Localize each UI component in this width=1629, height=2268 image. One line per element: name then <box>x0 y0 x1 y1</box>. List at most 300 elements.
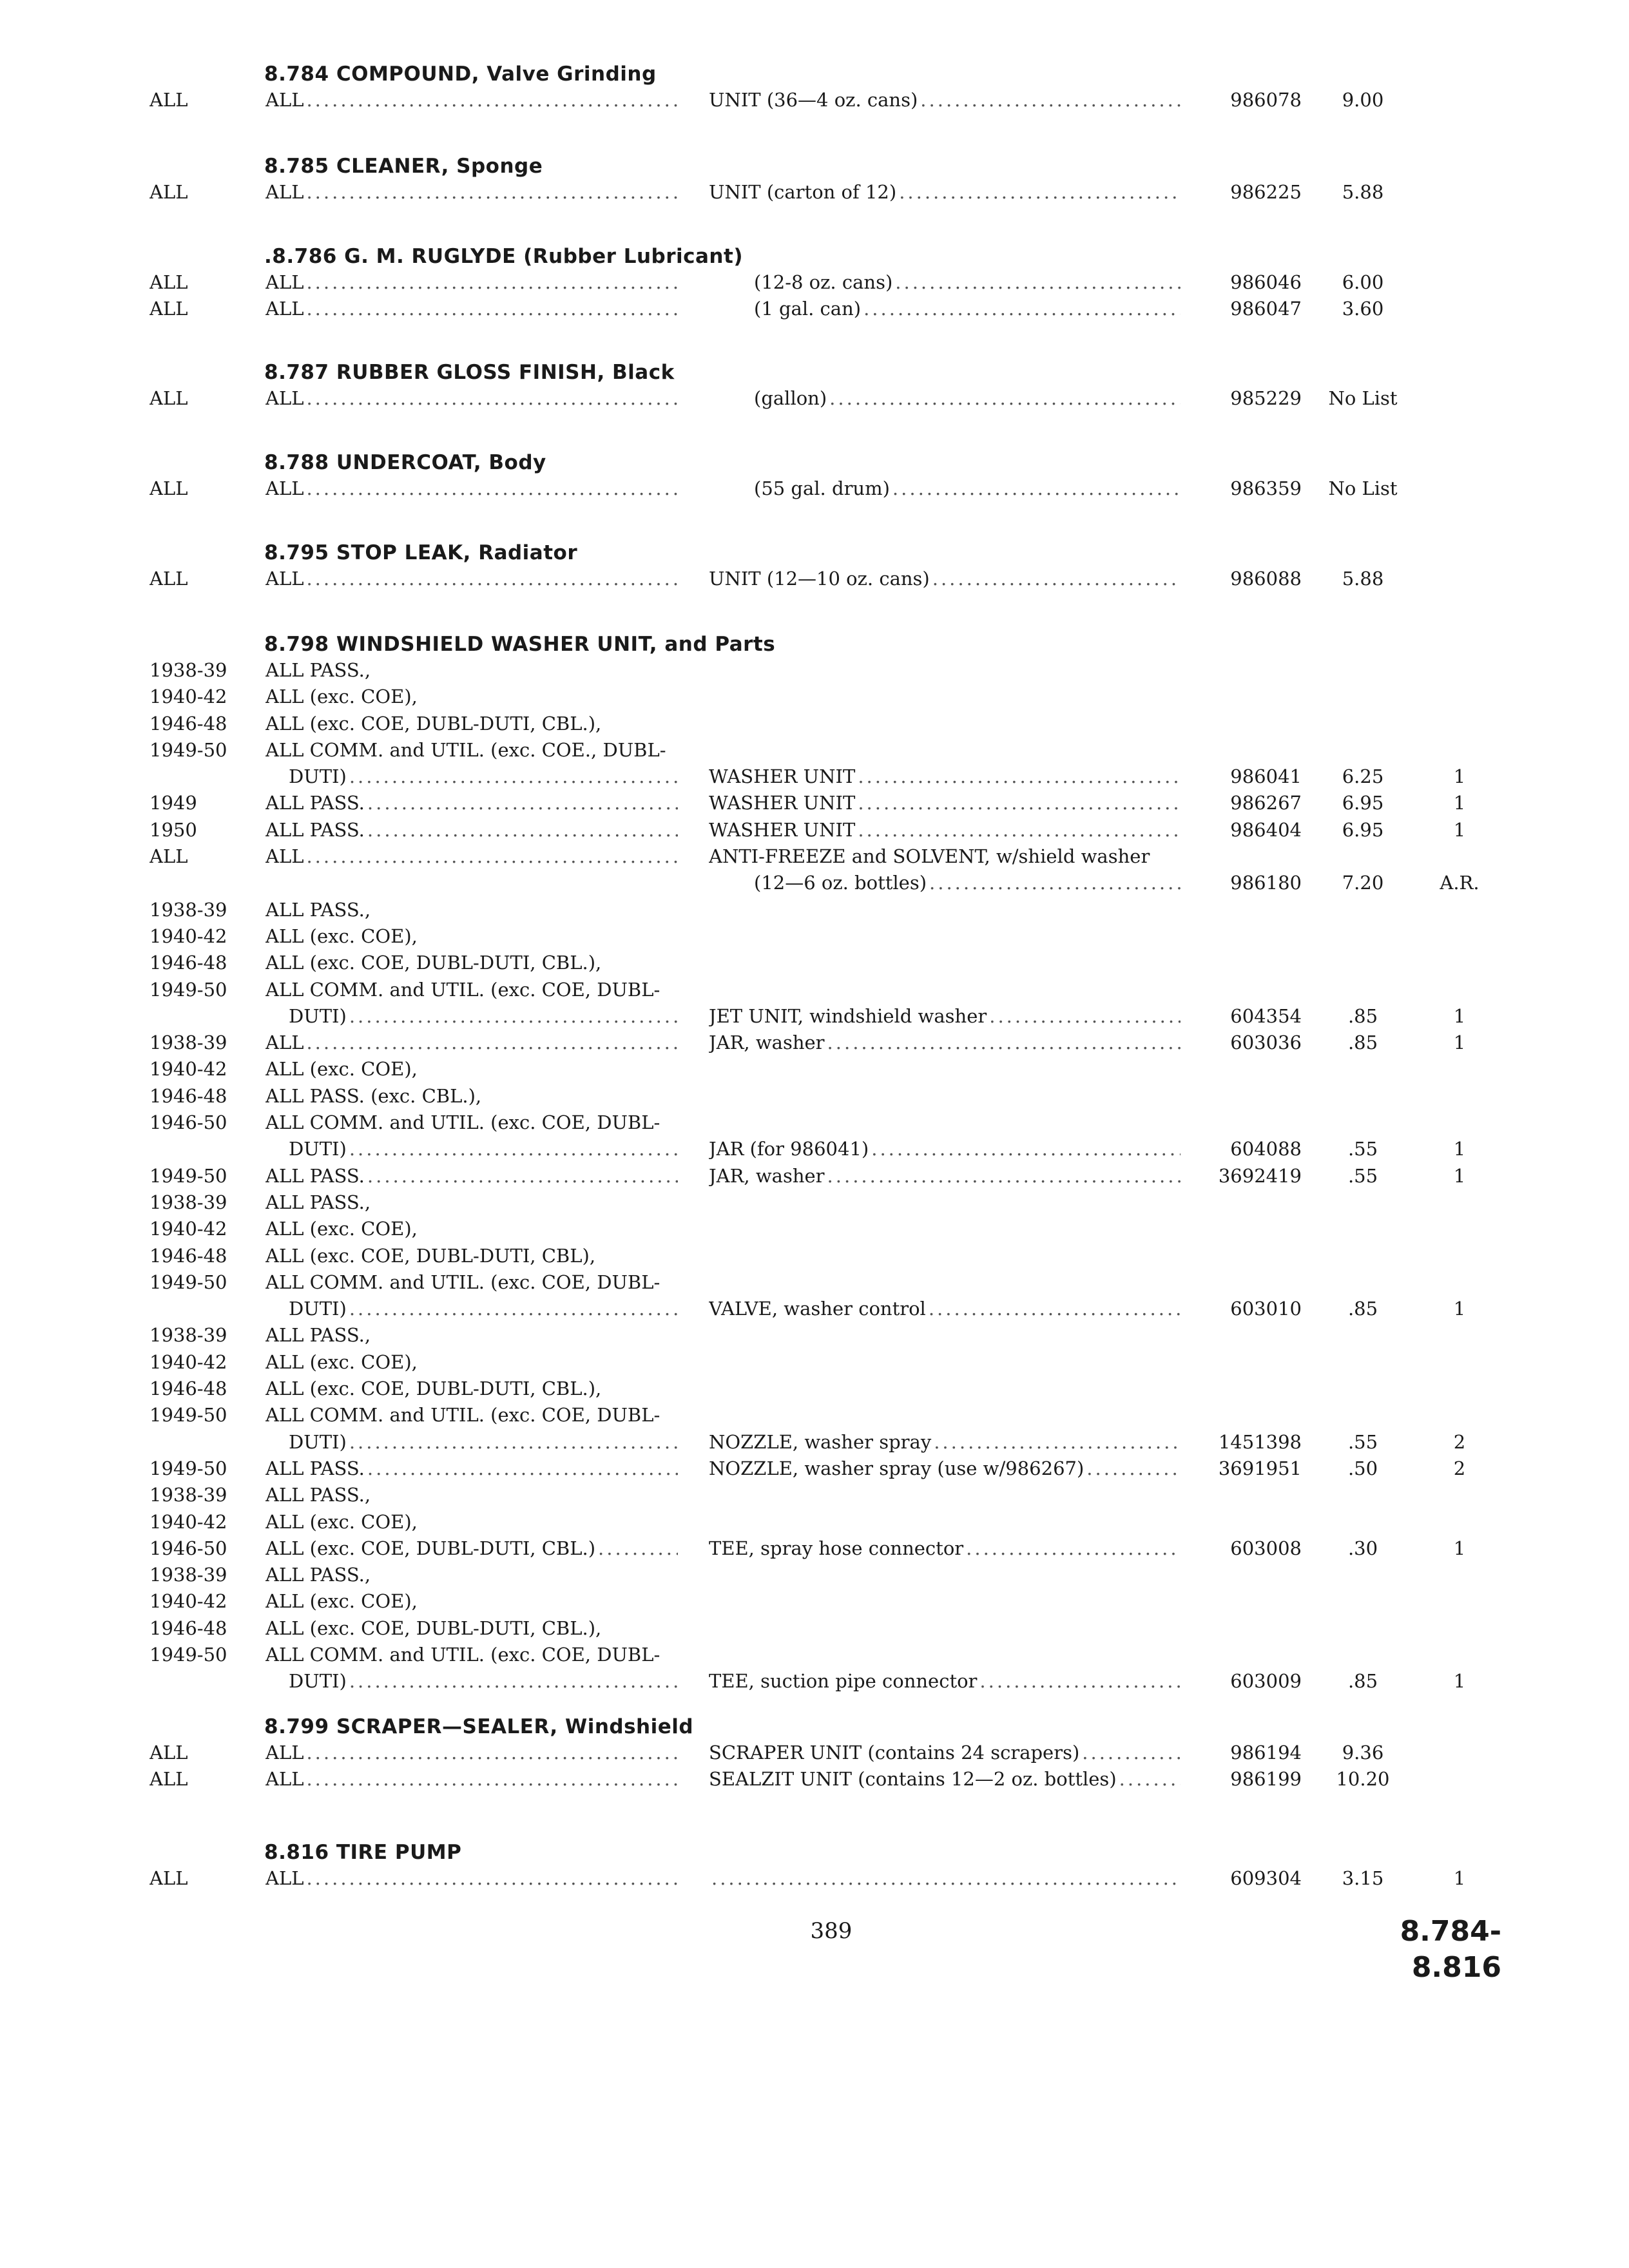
quantity-cell <box>1424 1642 1495 1668</box>
table-row <box>0 1615 1629 1642</box>
price-cell: No List <box>1328 387 1398 409</box>
price-cell <box>1315 1562 1411 1588</box>
part-number-cell: 603036 <box>1230 1032 1302 1054</box>
quantity-cell <box>1424 1110 1495 1136</box>
models-cell <box>265 843 678 870</box>
price-cell: .85 <box>1347 1004 1378 1027</box>
description-cell <box>709 87 1181 113</box>
price-cell <box>1315 950 1411 976</box>
price-cell <box>1315 1056 1411 1082</box>
table-row <box>0 1562 1629 1588</box>
dot-leader <box>306 87 678 113</box>
description-cell <box>709 684 1181 710</box>
year-cell: 1949-50 <box>149 1457 227 1479</box>
part-number-cell <box>1199 1056 1302 1082</box>
table-row <box>0 1269 1629 1296</box>
description-cell-text: (12-8 oz. cans) <box>754 271 893 293</box>
description-cell <box>709 1509 1181 1535</box>
year-cell: ALL <box>149 271 188 293</box>
description-cell-text: (1 gal. can) <box>754 298 862 320</box>
table-row <box>0 1456 1629 1482</box>
models-cell-text: ALL PASS. <box>265 792 365 814</box>
models-cell <box>265 790 678 816</box>
models-cell: ALL PASS., <box>265 1484 371 1506</box>
description-cell <box>754 476 1181 502</box>
dot-leader <box>1086 1456 1181 1482</box>
description-cell <box>709 950 1181 976</box>
models-cell: ALL PASS. (exc. CBL.), <box>265 1084 482 1107</box>
description-cell-text: UNIT (carton of 12) <box>709 181 897 203</box>
dot-leader <box>349 1003 678 1030</box>
dot-leader <box>306 1865 678 1892</box>
models-cell <box>265 385 678 412</box>
description-cell <box>709 1322 1181 1349</box>
section-rows <box>0 476 1629 502</box>
description-cell <box>709 1535 1181 1562</box>
description-cell-text: NOZZLE, washer spray <box>709 1430 932 1453</box>
price-cell <box>1315 737 1411 764</box>
price-cell: .85 <box>1347 1670 1378 1693</box>
price-cell: 9.00 <box>1342 89 1384 111</box>
year-cell: ALL <box>149 568 188 590</box>
part-number-cell <box>1199 1588 1302 1615</box>
year-cell: 1946-48 <box>149 952 227 974</box>
dot-leader <box>929 1296 1181 1322</box>
quantity-cell <box>1424 566 1495 592</box>
models-cell: ALL PASS., <box>265 898 371 921</box>
quantity-cell <box>1424 269 1495 296</box>
description-cell <box>709 1216 1181 1242</box>
quantity-cell: 2 <box>1453 1430 1466 1453</box>
description-cell <box>709 1865 1181 1892</box>
price-cell: .85 <box>1347 1298 1378 1320</box>
quantity-cell <box>1424 1376 1495 1402</box>
part-number-cell <box>1199 843 1302 870</box>
price-cell <box>1315 1269 1411 1296</box>
quantity-cell <box>1424 843 1495 870</box>
models-cell: ALL COMM. and UTIL. (exc. COE, DUBL- <box>265 1111 660 1134</box>
models-cell <box>289 1003 678 1030</box>
section-rows <box>0 269 1629 323</box>
quantity-cell: 1 <box>1453 1032 1466 1054</box>
part-number-cell <box>1199 684 1302 710</box>
models-cell <box>265 1535 678 1562</box>
table-row <box>0 476 1629 502</box>
price-cell: 6.25 <box>1342 765 1384 788</box>
year-cell <box>149 1296 246 1322</box>
description-cell-text: JAR (for 986041) <box>709 1138 869 1160</box>
year-cell: ALL <box>149 1742 188 1763</box>
part-number-cell <box>1199 1509 1302 1535</box>
dot-leader <box>858 764 1181 790</box>
year-cell: ALL <box>149 1867 188 1889</box>
quantity-cell: 1 <box>1453 1004 1466 1027</box>
description-cell <box>709 1136 1181 1162</box>
models-cell-text: DUTI) <box>289 1670 347 1693</box>
quantity-cell <box>1424 977 1495 1003</box>
part-number-cell <box>1199 950 1302 976</box>
part-number-cell <box>1199 1322 1302 1349</box>
part-number-cell: 986047 <box>1230 298 1302 320</box>
price-cell: 5.88 <box>1342 181 1384 203</box>
year-cell: ALL <box>149 845 188 868</box>
models-cell: ALL (exc. COE, DUBL-DUTI, CBL.), <box>265 1617 602 1639</box>
description-cell <box>709 1030 1181 1056</box>
quantity-cell: 1 <box>1453 818 1466 841</box>
section-rows <box>0 179 1629 206</box>
models-cell-text: ALL <box>265 298 304 320</box>
table-row <box>0 950 1629 976</box>
part-number-cell <box>1199 1269 1302 1296</box>
description-cell-text: (12—6 oz. bottles) <box>754 872 927 894</box>
dot-leader <box>306 1766 678 1792</box>
description-cell-text: (gallon) <box>754 387 827 409</box>
table-row <box>0 1535 1629 1562</box>
dot-leader <box>932 566 1181 592</box>
description-cell-text: JET UNIT, windshield washer <box>709 1004 987 1027</box>
price-cell <box>1315 897 1411 923</box>
part-number-cell <box>1199 1189 1302 1216</box>
price-cell <box>1315 1642 1411 1668</box>
quantity-cell <box>1424 657 1495 684</box>
price-cell <box>1315 657 1411 684</box>
table-row <box>0 179 1629 206</box>
price-cell: 6.95 <box>1342 818 1384 841</box>
year-cell: 1938-39 <box>149 1564 227 1586</box>
price-cell <box>1315 1376 1411 1402</box>
table-row <box>0 1243 1629 1269</box>
year-cell: 1949-50 <box>149 1404 227 1427</box>
price-cell: 6.00 <box>1342 271 1384 293</box>
part-number-cell <box>1199 711 1302 737</box>
year-cell: 1938-39 <box>149 1324 227 1347</box>
part-number-cell: 986041 <box>1230 765 1302 788</box>
description-cell <box>709 711 1181 737</box>
section-heading: 8.816 TIRE PUMP <box>264 1841 462 1864</box>
dot-leader <box>306 296 678 322</box>
table-row <box>0 1429 1629 1456</box>
section-rows <box>0 87 1629 113</box>
table-row <box>0 1482 1629 1508</box>
year-cell <box>149 1668 246 1695</box>
table-row <box>0 1163 1629 1189</box>
part-number-cell: 986180 <box>1230 872 1302 894</box>
part-number-cell <box>1199 1402 1302 1428</box>
quantity-cell <box>1424 1562 1495 1588</box>
models-cell <box>289 764 678 790</box>
table-row <box>0 1216 1629 1242</box>
price-cell: .55 <box>1347 1430 1378 1453</box>
year-cell: 1940-42 <box>149 1510 227 1533</box>
description-cell <box>709 1740 1181 1766</box>
part-number-cell: 986267 <box>1230 792 1302 814</box>
description-cell <box>709 1083 1181 1110</box>
table-row <box>0 1003 1629 1030</box>
description-cell-text: JAR, washer <box>709 1164 825 1187</box>
section-rows <box>0 385 1629 412</box>
table-row <box>0 764 1629 790</box>
table-row <box>0 711 1629 737</box>
description-cell <box>709 977 1181 1003</box>
dot-leader <box>306 269 678 296</box>
dot-leader <box>871 1136 1181 1162</box>
quantity-cell: A.R. <box>1440 872 1480 894</box>
models-cell-text: ALL <box>265 271 304 293</box>
models-cell <box>265 179 678 206</box>
price-cell <box>1315 977 1411 1003</box>
table-row <box>0 977 1629 1003</box>
table-row <box>0 385 1629 412</box>
description-cell <box>709 1056 1181 1082</box>
table-row <box>0 1030 1629 1056</box>
year-cell: 1949-50 <box>149 1164 227 1187</box>
description-cell-text: WASHER UNIT <box>709 765 856 788</box>
description-cell <box>709 737 1181 764</box>
dot-leader <box>858 817 1181 843</box>
year-cell: ALL <box>149 89 188 111</box>
description-cell-text: UNIT (36—4 oz. cans) <box>709 89 918 111</box>
quantity-cell <box>1424 711 1495 737</box>
table-row <box>0 790 1629 816</box>
table-row <box>0 1402 1629 1428</box>
dot-leader <box>863 296 1181 322</box>
models-cell <box>265 1163 678 1189</box>
quantity-cell <box>1424 1615 1495 1642</box>
table-row <box>0 1865 1629 1892</box>
part-number-cell: 603009 <box>1230 1670 1302 1693</box>
part-number-cell <box>1199 1482 1302 1508</box>
models-cell: ALL COMM. and UTIL. (exc. COE, DUBL- <box>265 1404 660 1427</box>
models-cell-text: ALL PASS. <box>265 1457 365 1479</box>
models-cell <box>265 87 678 113</box>
year-cell <box>149 1429 246 1456</box>
dot-leader <box>367 790 678 816</box>
table-row <box>0 1588 1629 1615</box>
description-cell <box>709 1562 1181 1588</box>
models-cell-text: DUTI) <box>289 1430 347 1453</box>
description-cell <box>709 897 1181 923</box>
year-cell: 1949-50 <box>149 738 227 761</box>
dot-leader <box>349 1668 678 1695</box>
description-cell-text: WASHER UNIT <box>709 792 856 814</box>
year-cell: 1949 <box>149 792 197 814</box>
table-row <box>0 657 1629 684</box>
part-number-cell: 3691951 <box>1218 1457 1302 1479</box>
part-number-cell <box>1199 1562 1302 1588</box>
part-number-cell: 603008 <box>1230 1537 1302 1559</box>
description-cell <box>709 1163 1181 1189</box>
description-cell <box>709 1189 1181 1216</box>
models-cell-text: ALL (exc. COE, DUBL-DUTI, CBL.) <box>265 1537 596 1559</box>
part-number-cell: 604088 <box>1230 1138 1302 1160</box>
description-cell <box>709 566 1181 592</box>
year-cell: 1940-42 <box>149 686 227 708</box>
section-heading: 8.798 WINDSHIELD WASHER UNIT, and Parts <box>264 633 776 656</box>
description-cell <box>709 1429 1181 1456</box>
models-cell <box>265 1865 678 1892</box>
dot-leader <box>367 817 678 843</box>
quantity-cell <box>1424 1588 1495 1615</box>
price-cell <box>1315 1189 1411 1216</box>
description-cell-text: WASHER UNIT <box>709 818 856 841</box>
year-cell: ALL <box>149 1768 188 1791</box>
section-heading: 8.795 STOP LEAK, Radiator <box>264 541 578 564</box>
models-cell-text: ALL <box>265 181 304 203</box>
models-cell: ALL (exc. COE, DUBL-DUTI, CBL.), <box>265 712 602 735</box>
part-number-cell: 603010 <box>1230 1298 1302 1320</box>
year-cell: 1938-39 <box>149 1484 227 1506</box>
dot-leader <box>858 790 1181 816</box>
dot-leader <box>306 385 678 412</box>
models-cell <box>289 1668 678 1695</box>
models-cell: ALL COMM. and UTIL. (exc. COE, DUBL- <box>265 978 660 1001</box>
description-cell <box>709 1296 1181 1322</box>
models-cell-text: ALL <box>265 1768 304 1791</box>
description-cell <box>709 1110 1181 1136</box>
description-cell-text: UNIT (12—10 oz. cans) <box>709 568 930 590</box>
part-number-cell: 986194 <box>1230 1742 1302 1763</box>
quantity-cell <box>1424 87 1495 113</box>
dot-leader <box>306 566 678 592</box>
description-cell <box>754 385 1181 412</box>
description-cell <box>709 1003 1181 1030</box>
table-row <box>0 870 1629 896</box>
price-cell <box>1315 1216 1411 1242</box>
models-cell: ALL PASS., <box>265 1564 371 1586</box>
quantity-cell <box>1424 897 1495 923</box>
description-cell-text: NOZZLE, washer spray (use w/986267) <box>709 1457 1084 1479</box>
description-cell <box>709 179 1181 206</box>
description-cell <box>709 657 1181 684</box>
year-cell: ALL <box>149 387 188 409</box>
table-row <box>0 1668 1629 1695</box>
year-cell: 1946-48 <box>149 1084 227 1107</box>
year-cell: 1946-48 <box>149 1378 227 1400</box>
models-cell: ALL PASS., <box>265 1191 371 1213</box>
part-number-cell: 986404 <box>1230 818 1302 841</box>
models-cell <box>265 296 678 322</box>
price-cell <box>1315 1402 1411 1428</box>
models-cell <box>289 1296 678 1322</box>
models-cell: ALL (exc. COE), <box>265 925 418 947</box>
quantity-cell <box>1424 1740 1495 1766</box>
dot-leader <box>827 1030 1181 1056</box>
table-row <box>0 1110 1629 1136</box>
models-cell <box>265 566 678 592</box>
description-cell <box>709 817 1181 843</box>
price-cell: .55 <box>1347 1164 1378 1187</box>
price-cell: 9.36 <box>1342 1742 1384 1763</box>
price-cell: .55 <box>1347 1138 1378 1160</box>
year-cell: 1946-50 <box>149 1111 227 1134</box>
quantity-cell <box>1424 1216 1495 1242</box>
quantity-cell: 1 <box>1453 1537 1466 1559</box>
dot-leader <box>711 1865 1181 1892</box>
models-cell: ALL (exc. COE, DUBL-DUTI, CBL), <box>265 1244 596 1267</box>
quantity-cell: 1 <box>1453 1867 1466 1889</box>
quantity-cell <box>1424 1509 1495 1535</box>
quantity-cell <box>1424 385 1495 412</box>
models-cell <box>265 817 678 843</box>
models-cell-text: ALL <box>265 1742 304 1763</box>
dot-leader <box>306 1030 678 1056</box>
section-rows <box>0 1865 1629 1892</box>
models-cell <box>265 1740 678 1766</box>
year-cell: ALL <box>149 477 188 499</box>
year-cell: 1949-50 <box>149 1271 227 1293</box>
description-cell-text: TEE, suction pipe connector <box>709 1670 978 1693</box>
price-cell <box>1315 1615 1411 1642</box>
description-cell <box>709 1482 1181 1508</box>
year-cell: 1946-48 <box>149 1244 227 1267</box>
description-cell <box>709 1668 1181 1695</box>
year-cell: ALL <box>149 181 188 203</box>
quantity-cell: 1 <box>1453 765 1466 788</box>
dot-leader <box>367 1163 678 1189</box>
models-cell: ALL (exc. COE), <box>265 686 418 708</box>
table-row <box>0 737 1629 764</box>
table-row <box>0 1642 1629 1668</box>
models-cell <box>265 870 678 896</box>
table-row <box>0 269 1629 296</box>
part-number-cell <box>1199 923 1302 950</box>
part-number-cell <box>1199 897 1302 923</box>
section-rows <box>0 1740 1629 1793</box>
year-cell: 1950 <box>149 818 197 841</box>
description-cell <box>709 1402 1181 1428</box>
price-cell: No List <box>1328 477 1398 499</box>
price-cell <box>1315 1349 1411 1376</box>
table-row <box>0 1349 1629 1376</box>
models-cell <box>265 269 678 296</box>
dot-leader <box>598 1535 678 1562</box>
quantity-cell <box>1424 1322 1495 1349</box>
description-cell <box>709 1349 1181 1376</box>
part-number-cell: 986225 <box>1230 181 1302 203</box>
quantity-cell <box>1424 476 1495 502</box>
section-rows <box>0 657 1629 1695</box>
dot-leader <box>979 1668 1181 1695</box>
table-row <box>0 1296 1629 1322</box>
part-number-cell: 986088 <box>1230 568 1302 590</box>
price-cell <box>1315 1322 1411 1349</box>
models-cell: ALL (exc. COE), <box>265 1218 418 1240</box>
dot-leader <box>367 1456 678 1482</box>
models-cell-text: ALL PASS. <box>265 818 365 841</box>
price-cell: 6.95 <box>1342 792 1384 814</box>
table-row <box>0 1322 1629 1349</box>
year-cell: 1949-50 <box>149 978 227 1001</box>
table-row <box>0 1740 1629 1766</box>
section-range: 8.784-8.816 <box>1400 1915 1501 1984</box>
description-cell <box>754 296 1181 322</box>
year-cell: 1946-48 <box>149 1617 227 1639</box>
part-number-cell <box>1199 1243 1302 1269</box>
section-heading: 8.787 RUBBER GLOSS FINISH, Black <box>264 361 675 384</box>
section-heading: 8.799 SCRAPER—SEALER, Windshield <box>264 1715 694 1738</box>
description-cell-text: JAR, washer <box>709 1032 825 1054</box>
models-cell-text: ALL <box>265 89 304 111</box>
dot-leader <box>1082 1740 1181 1766</box>
models-cell-text: ALL <box>265 387 304 409</box>
quantity-cell <box>1424 1402 1495 1428</box>
quantity-cell: 2 <box>1453 1457 1466 1479</box>
part-number-cell: 1451398 <box>1218 1430 1302 1453</box>
price-cell <box>1315 711 1411 737</box>
table-row <box>0 1083 1629 1110</box>
description-cell-text: (55 gal. drum) <box>754 477 890 499</box>
table-row <box>0 1766 1629 1792</box>
